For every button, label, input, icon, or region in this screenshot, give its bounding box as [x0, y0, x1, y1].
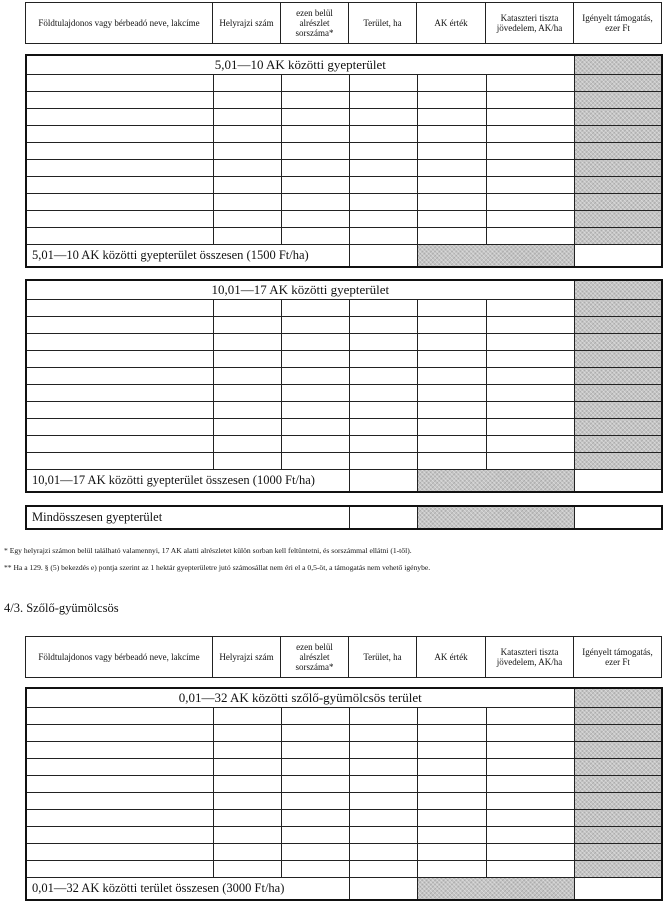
plot-number-cell[interactable] — [213, 827, 281, 844]
area-cell[interactable] — [349, 126, 417, 143]
cadastral-income-cell[interactable] — [486, 211, 574, 228]
owner-cell[interactable] — [26, 759, 213, 776]
subplot-cell[interactable] — [281, 160, 349, 177]
plot-number-cell[interactable] — [213, 126, 281, 143]
col-cadastral-income-header: Kataszteri tiszta jövedelem, AK/ha — [486, 3, 574, 44]
ak-value-cell[interactable] — [417, 177, 486, 194]
area-cell[interactable] — [349, 177, 417, 194]
owner-cell[interactable] — [26, 436, 213, 453]
plot-number-cell[interactable] — [213, 402, 281, 419]
support-cell — [574, 453, 662, 470]
subplot-cell[interactable] — [281, 742, 349, 759]
owner-cell[interactable] — [26, 300, 213, 317]
subplot-cell[interactable] — [281, 194, 349, 211]
ak-value-cell[interactable] — [417, 419, 486, 436]
support-cell — [574, 776, 662, 793]
subplot-cell[interactable] — [281, 211, 349, 228]
table-row — [26, 385, 662, 402]
owner-cell[interactable] — [26, 368, 213, 385]
ak-value-cell[interactable] — [417, 160, 486, 177]
table-row — [26, 92, 662, 109]
subplot-cell[interactable] — [281, 793, 349, 810]
ak-value-cell[interactable] — [417, 317, 486, 334]
cadastral-income-cell[interactable] — [486, 810, 574, 827]
owner-cell[interactable] — [26, 708, 213, 725]
cadastral-income-cell[interactable] — [486, 453, 574, 470]
owner-cell[interactable] — [26, 143, 213, 160]
ak-value-cell[interactable] — [417, 194, 486, 211]
ak-value-cell[interactable] — [417, 759, 486, 776]
table-row — [26, 759, 662, 776]
ak-value-cell[interactable] — [417, 844, 486, 861]
plot-number-cell[interactable] — [213, 109, 281, 126]
owner-cell[interactable] — [26, 317, 213, 334]
owner-cell[interactable] — [26, 844, 213, 861]
owner-cell[interactable] — [26, 793, 213, 810]
subplot-cell[interactable] — [281, 75, 349, 92]
table-row — [26, 742, 662, 759]
ak-value-cell[interactable] — [417, 143, 486, 160]
area-cell[interactable] — [349, 742, 417, 759]
area-cell[interactable] — [349, 436, 417, 453]
plot-number-cell[interactable] — [213, 436, 281, 453]
ak-value-cell[interactable] — [417, 827, 486, 844]
area-cell[interactable] — [349, 453, 417, 470]
table-row — [26, 143, 662, 160]
plot-number-cell[interactable] — [213, 75, 281, 92]
subplot-cell[interactable] — [281, 385, 349, 402]
subplot-cell[interactable] — [281, 177, 349, 194]
table-header-row — [26, 637, 662, 678]
support-cell — [574, 861, 662, 878]
col-subplot-header: ezen belül alrészlet sorszáma* — [281, 3, 349, 44]
table-row — [26, 368, 662, 385]
total-area-cell[interactable] — [349, 245, 417, 268]
area-cell[interactable] — [349, 844, 417, 861]
vineyard-table — [25, 636, 662, 678]
owner-cell[interactable] — [26, 228, 213, 245]
support-cell — [574, 109, 662, 126]
cadastral-income-cell[interactable] — [486, 194, 574, 211]
cadastral-income-cell[interactable] — [486, 177, 574, 194]
cadastral-income-cell[interactable] — [486, 126, 574, 143]
table-row — [26, 334, 662, 351]
owner-cell[interactable] — [26, 351, 213, 368]
plot-number-cell[interactable] — [213, 368, 281, 385]
grand-total-support-cell[interactable] — [574, 506, 662, 529]
plot-number-cell[interactable] — [213, 725, 281, 742]
table-row — [26, 725, 662, 742]
support-cell — [574, 334, 662, 351]
support-cell — [574, 419, 662, 436]
section-total-label: 0,01—32 AK közötti terület összesen (3000 Ft/ha) — [26, 878, 349, 901]
owner-cell[interactable] — [26, 385, 213, 402]
table-row — [26, 177, 662, 194]
subplot-cell[interactable] — [281, 436, 349, 453]
grassland-table — [25, 2, 662, 44]
owner-cell[interactable] — [26, 194, 213, 211]
ak-value-cell[interactable] — [417, 793, 486, 810]
ak-value-cell[interactable] — [417, 126, 486, 143]
ak-value-cell[interactable] — [417, 436, 486, 453]
cadastral-income-cell[interactable] — [486, 725, 574, 742]
cadastral-income-cell[interactable] — [486, 436, 574, 453]
plot-number-cell[interactable] — [213, 419, 281, 436]
col-plot-number-header: Helyrajzi szám — [213, 637, 281, 678]
table-row — [26, 109, 662, 126]
area-cell[interactable] — [349, 300, 417, 317]
support-cell — [574, 194, 662, 211]
area-cell[interactable] — [349, 385, 417, 402]
support-cell — [574, 708, 662, 725]
cadastral-income-cell[interactable] — [486, 317, 574, 334]
owner-cell[interactable] — [26, 861, 213, 878]
support-cell — [574, 827, 662, 844]
area-cell[interactable] — [349, 228, 417, 245]
subplot-cell[interactable] — [281, 827, 349, 844]
subplot-cell[interactable] — [281, 759, 349, 776]
section-heading: 4/3. Szőlő-gyümölcsös — [4, 601, 119, 615]
subplot-cell[interactable] — [281, 317, 349, 334]
support-cell — [574, 317, 662, 334]
col-subplot-header: ezen belül alrészlet sorszáma* — [281, 637, 349, 678]
table-row — [26, 861, 662, 878]
ak-value-cell[interactable] — [417, 334, 486, 351]
total-support-cell[interactable] — [574, 470, 662, 493]
ak-value-cell[interactable] — [417, 810, 486, 827]
ak-value-cell[interactable] — [417, 742, 486, 759]
plot-number-cell[interactable] — [213, 92, 281, 109]
owner-cell[interactable] — [26, 92, 213, 109]
cadastral-income-cell[interactable] — [486, 742, 574, 759]
plot-number-cell[interactable] — [213, 776, 281, 793]
support-cell — [574, 368, 662, 385]
cadastral-income-cell[interactable] — [486, 368, 574, 385]
section-5-10-ak — [25, 54, 663, 268]
section-title: 10,01—17 AK közötti gyepterület — [26, 280, 574, 300]
owner-cell[interactable] — [26, 109, 213, 126]
owner-cell[interactable] — [26, 810, 213, 827]
cadastral-income-cell[interactable] — [486, 160, 574, 177]
plot-number-cell[interactable] — [213, 160, 281, 177]
subplot-cell[interactable] — [281, 861, 349, 878]
table-header-row — [26, 3, 662, 44]
table-row — [26, 160, 662, 177]
support-cell — [574, 793, 662, 810]
area-cell[interactable] — [349, 194, 417, 211]
cadastral-income-cell[interactable] — [486, 708, 574, 725]
support-cell — [574, 742, 662, 759]
plot-number-cell[interactable] — [213, 742, 281, 759]
owner-cell[interactable] — [26, 160, 213, 177]
cadastral-income-cell[interactable] — [486, 109, 574, 126]
table-row — [26, 402, 662, 419]
subplot-cell[interactable] — [281, 109, 349, 126]
plot-number-cell[interactable] — [213, 334, 281, 351]
table-row — [26, 844, 662, 861]
section-10-17-ak — [25, 279, 663, 493]
col-ak-value-header: AK érték — [417, 637, 486, 678]
plot-number-cell[interactable] — [213, 317, 281, 334]
table-row — [26, 126, 662, 143]
area-cell[interactable] — [349, 759, 417, 776]
subplot-cell[interactable] — [281, 126, 349, 143]
cadastral-income-cell[interactable] — [486, 300, 574, 317]
plot-number-cell[interactable] — [213, 385, 281, 402]
support-cell — [574, 725, 662, 742]
cadastral-income-cell[interactable] — [486, 759, 574, 776]
plot-number-cell[interactable] — [213, 861, 281, 878]
table-row — [26, 810, 662, 827]
owner-cell[interactable] — [26, 177, 213, 194]
support-cell — [574, 759, 662, 776]
plot-number-cell[interactable] — [213, 194, 281, 211]
cadastral-income-cell[interactable] — [486, 827, 574, 844]
owner-cell[interactable] — [26, 334, 213, 351]
area-cell[interactable] — [349, 793, 417, 810]
plot-number-cell[interactable] — [213, 228, 281, 245]
plot-number-cell[interactable] — [213, 793, 281, 810]
section-total-row — [26, 245, 662, 268]
owner-cell[interactable] — [26, 725, 213, 742]
table-row — [26, 776, 662, 793]
area-cell[interactable] — [349, 334, 417, 351]
cadastral-income-cell[interactable] — [486, 143, 574, 160]
total-support-cell[interactable] — [574, 245, 662, 268]
plot-number-cell[interactable] — [213, 810, 281, 827]
support-cell — [574, 228, 662, 245]
col-owner-header: Földtulajdonos vagy bérbeadó neve, lakcíme — [26, 637, 213, 678]
cadastral-income-cell[interactable] — [486, 334, 574, 351]
ak-value-cell[interactable] — [417, 385, 486, 402]
plot-number-cell[interactable] — [213, 708, 281, 725]
support-cell — [574, 160, 662, 177]
section-title: 0,01—32 AK közötti szőlő-gyümölcsös terület — [26, 688, 574, 708]
ak-value-cell[interactable] — [417, 109, 486, 126]
cadastral-income-cell[interactable] — [486, 75, 574, 92]
col-owner-header: Földtulajdonos vagy bérbeadó neve, lakcíme — [26, 3, 213, 44]
area-cell[interactable] — [349, 109, 417, 126]
support-cell — [574, 177, 662, 194]
col-area-header: Terület, ha — [349, 637, 417, 678]
cadastral-income-cell[interactable] — [486, 385, 574, 402]
support-cell — [574, 844, 662, 861]
ak-value-cell[interactable] — [417, 351, 486, 368]
area-cell[interactable] — [349, 776, 417, 793]
section-total-label: 10,01—17 AK közötti gyepterület összesen (1000 Ft/ha) — [26, 470, 349, 493]
area-cell[interactable] — [349, 143, 417, 160]
plot-number-cell[interactable] — [213, 453, 281, 470]
support-cell — [574, 211, 662, 228]
total-area-cell[interactable] — [349, 470, 417, 493]
table-row — [26, 793, 662, 810]
section-title: 5,01—10 AK közötti gyepterület — [26, 55, 574, 75]
table-row — [26, 211, 662, 228]
area-cell[interactable] — [349, 317, 417, 334]
ak-value-cell[interactable] — [417, 75, 486, 92]
ak-value-cell[interactable] — [417, 211, 486, 228]
cadastral-income-cell[interactable] — [486, 844, 574, 861]
plot-number-cell[interactable] — [213, 177, 281, 194]
owner-cell[interactable] — [26, 211, 213, 228]
subplot-cell[interactable] — [281, 725, 349, 742]
grand-total-row — [26, 506, 662, 529]
area-cell[interactable] — [349, 725, 417, 742]
area-cell[interactable] — [349, 861, 417, 878]
cadastral-income-cell[interactable] — [486, 228, 574, 245]
ak-value-cell[interactable] — [417, 368, 486, 385]
support-cell — [574, 810, 662, 827]
table-row — [26, 827, 662, 844]
area-cell[interactable] — [349, 810, 417, 827]
footnote-1: * Egy helyrajzi számon belül található valamennyi, 17 AK alatti alrészletet külön sorban kell feltüntetni, és sorszámmal ellátni (1-től). — [4, 546, 412, 555]
col-area-header: Terület, ha — [349, 3, 417, 44]
cadastral-income-cell[interactable] — [486, 419, 574, 436]
col-requested-support-header: Igényelt támogatás, ezer Ft — [574, 3, 662, 44]
owner-cell[interactable] — [26, 742, 213, 759]
col-ak-value-header: AK érték — [417, 3, 486, 44]
cadastral-income-cell[interactable] — [486, 402, 574, 419]
table-row — [26, 317, 662, 334]
area-cell[interactable] — [349, 75, 417, 92]
area-cell[interactable] — [349, 708, 417, 725]
subplot-cell[interactable] — [281, 300, 349, 317]
support-cell — [574, 75, 662, 92]
cadastral-income-cell[interactable] — [486, 776, 574, 793]
owner-cell[interactable] — [26, 776, 213, 793]
owner-cell[interactable] — [26, 402, 213, 419]
support-cell — [574, 436, 662, 453]
area-cell[interactable] — [349, 419, 417, 436]
support-cell — [574, 300, 662, 317]
col-plot-number-header: Helyrajzi szám — [213, 3, 281, 44]
ak-value-cell[interactable] — [417, 453, 486, 470]
support-cell — [574, 402, 662, 419]
subplot-cell[interactable] — [281, 228, 349, 245]
cadastral-income-cell[interactable] — [486, 351, 574, 368]
total-support-cell[interactable] — [574, 878, 662, 901]
ak-value-cell[interactable] — [417, 92, 486, 109]
section-vineyard — [25, 687, 663, 901]
subplot-cell[interactable] — [281, 351, 349, 368]
cadastral-income-cell[interactable] — [486, 92, 574, 109]
col-cadastral-income-header: Kataszteri tiszta jövedelem, AK/ha — [486, 637, 574, 678]
owner-cell[interactable] — [26, 453, 213, 470]
total-area-cell[interactable] — [349, 878, 417, 901]
table-row — [26, 436, 662, 453]
subplot-cell[interactable] — [281, 368, 349, 385]
table-row — [26, 228, 662, 245]
area-cell[interactable] — [349, 92, 417, 109]
area-cell[interactable] — [349, 368, 417, 385]
ak-value-cell[interactable] — [417, 776, 486, 793]
owner-cell[interactable] — [26, 827, 213, 844]
table-row — [26, 194, 662, 211]
support-cell — [574, 126, 662, 143]
subplot-cell[interactable] — [281, 143, 349, 160]
owner-cell[interactable] — [26, 126, 213, 143]
grand-total-table — [25, 505, 663, 530]
ak-value-cell[interactable] — [417, 300, 486, 317]
section-total-row — [26, 878, 662, 901]
area-cell[interactable] — [349, 827, 417, 844]
footnote-2: ** Ha a 129. § (5) bekezdés e) pontja szerint az 1 hektár gyepterületre jutó számosállat nem éri el a 0,5-öt, a támogatás nem vehető igénybe. — [4, 563, 431, 572]
table-row — [26, 708, 662, 725]
area-cell[interactable] — [349, 351, 417, 368]
plot-number-cell[interactable] — [213, 844, 281, 861]
subplot-cell[interactable] — [281, 92, 349, 109]
table-row — [26, 419, 662, 436]
table-row — [26, 75, 662, 92]
owner-cell[interactable] — [26, 419, 213, 436]
plot-number-cell[interactable] — [213, 300, 281, 317]
plot-number-cell[interactable] — [213, 759, 281, 776]
plot-number-cell[interactable] — [213, 143, 281, 160]
table-row — [26, 351, 662, 368]
subplot-cell[interactable] — [281, 844, 349, 861]
grand-total-area-cell[interactable] — [349, 506, 417, 529]
area-cell[interactable] — [349, 402, 417, 419]
owner-cell[interactable] — [26, 75, 213, 92]
area-cell[interactable] — [349, 160, 417, 177]
subplot-cell[interactable] — [281, 776, 349, 793]
cadastral-income-cell[interactable] — [486, 861, 574, 878]
plot-number-cell[interactable] — [213, 351, 281, 368]
ak-value-cell[interactable] — [417, 861, 486, 878]
subplot-cell[interactable] — [281, 334, 349, 351]
subplot-cell[interactable] — [281, 810, 349, 827]
subplot-cell[interactable] — [281, 402, 349, 419]
ak-value-cell[interactable] — [417, 402, 486, 419]
cadastral-income-cell[interactable] — [486, 793, 574, 810]
subplot-cell[interactable] — [281, 419, 349, 436]
ak-value-cell[interactable] — [417, 708, 486, 725]
support-cell — [574, 92, 662, 109]
area-cell[interactable] — [349, 211, 417, 228]
support-cell — [574, 385, 662, 402]
support-cell — [574, 351, 662, 368]
subplot-cell[interactable] — [281, 453, 349, 470]
ak-value-cell[interactable] — [417, 725, 486, 742]
support-cell — [574, 143, 662, 160]
grand-total-label: Mindösszesen gyepterület — [26, 506, 349, 529]
table-row — [26, 453, 662, 470]
subplot-cell[interactable] — [281, 708, 349, 725]
section-total-row — [26, 470, 662, 493]
ak-value-cell[interactable] — [417, 228, 486, 245]
col-requested-support-header: Igényelt támogatás, ezer Ft — [574, 637, 662, 678]
plot-number-cell[interactable] — [213, 211, 281, 228]
section-total-label: 5,01—10 AK közötti gyepterület összesen (1500 Ft/ha) — [26, 245, 349, 268]
table-row — [26, 300, 662, 317]
